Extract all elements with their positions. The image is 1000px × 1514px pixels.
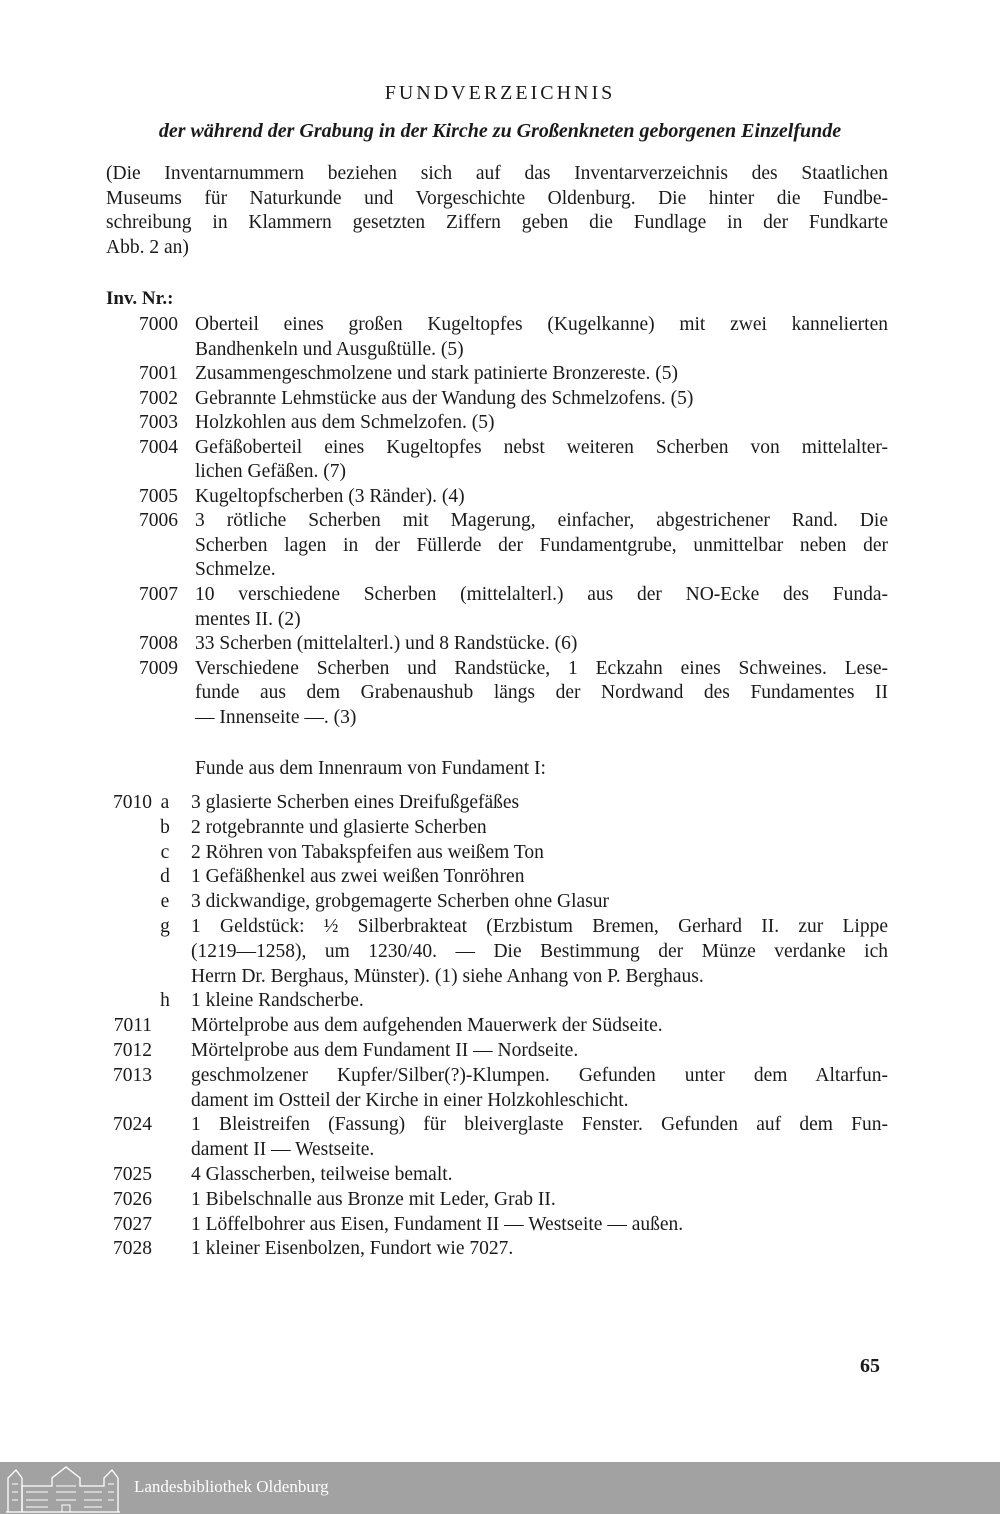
entry-row — [100, 1064, 888, 1089]
inventory-number — [100, 965, 152, 990]
inventory-number: 7000 — [139, 314, 178, 335]
sub-letter: a — [160, 792, 170, 813]
entry-row — [100, 657, 888, 682]
inventory-number — [100, 841, 152, 866]
page-subtitle: der während der Grabung in der Kirche zu Großenkneten geborgenen Einzelfunde — [158, 120, 842, 142]
entry-description: (1219—1258), um 1230/40. — Die Bestimmung der Münze verdanke ich — [191, 940, 888, 962]
sub-letter — [156, 1138, 174, 1163]
entry-row — [100, 841, 888, 866]
entry-row — [100, 436, 888, 461]
sub-letter — [156, 1188, 174, 1213]
entry-row — [100, 1213, 888, 1238]
entry-description: 33 Scherben (mittelalterl.) und 8 Randstücke. (6) — [195, 633, 578, 655]
finds-list-2 — [100, 791, 888, 1262]
intro-line: Abb. 2 an) — [106, 236, 189, 258]
inventory-number — [100, 816, 152, 841]
sub-letter — [156, 1163, 174, 1188]
entry-row — [100, 509, 888, 534]
entry-description: Gebrannte Lehmstücke aus der Wandung des Schmelzofens. (5) — [195, 387, 694, 409]
inventory-number: 7004 — [139, 436, 178, 458]
entry-row — [100, 411, 888, 436]
entry-row — [100, 338, 888, 363]
inventory-number — [100, 989, 152, 1014]
inventory-number: 7003 — [139, 412, 178, 434]
inventory-number: 7002 — [139, 387, 178, 409]
entry-description: Holzkohlen aus dem Schmelzofen. (5) — [195, 412, 495, 434]
entry-description: Kugeltopfscherben (3 Ränder). (4) — [195, 485, 465, 507]
inventory-number — [100, 1138, 152, 1163]
entry-description: mentes II. (2) — [195, 608, 301, 630]
entry-row — [100, 313, 888, 338]
entry-row — [100, 460, 888, 485]
entry-description: Oberteil eines großen Kugeltopfes (Kugelkanne) mit zwei kannelierten — [195, 314, 888, 335]
entry-description: Scherben lagen in der Füllerde der Fundamentgrube, unmittelbar neben der — [195, 534, 888, 556]
entry-description: lichen Gefäßen. (7) — [195, 461, 347, 483]
inventory-number — [100, 460, 178, 485]
footer-library-name: Landesbibliothek Oldenburg — [134, 1477, 329, 1496]
inventory-number: 7006 — [139, 510, 178, 532]
entry-description: Gefäßoberteil eines Kugeltopfes nebst weiteren Scherben von mittelalter- — [195, 436, 888, 458]
sub-letter — [156, 1213, 174, 1238]
entry-description: funde aus dem Grabenaushub längs der Nordwand des Fundamentes II — [195, 682, 888, 704]
inventory-number — [100, 940, 152, 965]
entry-row — [100, 1188, 888, 1213]
entry-row — [100, 681, 888, 706]
inventory-number: 7027 — [113, 1213, 152, 1235]
entry-row — [100, 706, 888, 731]
sub-letter — [156, 1014, 174, 1039]
entry-row — [100, 362, 888, 387]
inventory-number — [100, 706, 178, 731]
entry-row — [100, 1089, 888, 1114]
entry-row — [100, 890, 888, 915]
entry-row — [100, 989, 888, 1014]
sub-letter — [156, 1237, 174, 1262]
sub-letter: c — [160, 841, 170, 863]
entry-description: Herrn Dr. Berghaus, Münster). (1) siehe Anhang von P. Berghaus. — [191, 965, 704, 987]
sub-letter — [156, 1039, 174, 1064]
entry-description: 4 Glasscherben, teilweise bemalt. — [191, 1163, 453, 1185]
intro-line: schreibung in Klammern gesetzten Ziffern geben die Fundlage in der Fundkarte — [106, 212, 888, 233]
sub-letter: g — [160, 915, 170, 937]
intro-line: Museums für Naturkunde und Vorgeschichte Oldenburg. Die hinter die Fundbe- — [106, 187, 888, 209]
entry-row — [100, 608, 888, 633]
entry-description: dament im Ostteil der Kirche in einer Holzkohleschicht. — [191, 1089, 629, 1111]
entry-row — [100, 558, 888, 583]
inventory-number — [100, 1089, 152, 1114]
entry-row — [100, 816, 888, 841]
entry-description: 10 verschiedene Scherben (mittelalterl.) aus der NO-Ecke des Funda- — [195, 584, 888, 606]
inventory-number — [100, 558, 178, 583]
section-heading: Funde aus dem Innenraum von Fundament I: — [195, 758, 546, 779]
entry-row — [100, 583, 888, 608]
inventory-number: 7013 — [113, 1064, 152, 1086]
sub-letter: d — [160, 866, 170, 888]
entry-description: 2 Röhren von Tabakspfeifen aus weißem Ton — [191, 841, 544, 863]
entry-description: Bandhenkeln und Ausgußtülle. (5) — [195, 338, 464, 360]
entry-row — [100, 485, 888, 510]
entry-row — [100, 534, 888, 559]
sub-letter: b — [160, 816, 170, 838]
entry-description: 3 rötliche Scherben mit Magerung, einfacher, abgestrichener Rand. Die — [195, 510, 888, 532]
entry-description: 1 kleine Randscherbe. — [191, 990, 364, 1012]
entry-description: 3 glasierte Scherben eines Dreifußgefäßes — [191, 792, 520, 813]
inventory-number: 7026 — [113, 1188, 152, 1210]
inventory-number: 7005 — [139, 485, 178, 507]
finds-list-1 — [100, 313, 888, 730]
inventory-number — [100, 681, 178, 706]
inventory-number: 7008 — [139, 633, 178, 655]
entry-row — [100, 632, 888, 657]
entry-description: 1 Gefäßhenkel aus zwei weißen Tonröhren — [191, 866, 525, 888]
inventory-number: 7001 — [139, 363, 178, 385]
inventory-number — [100, 865, 152, 890]
entry-row — [100, 965, 888, 990]
inventory-number: 7028 — [113, 1238, 152, 1260]
inventory-number: 7009 — [139, 657, 178, 679]
inventory-number — [100, 534, 178, 559]
inventory-number: 7007 — [139, 584, 178, 606]
inventory-number — [100, 338, 178, 363]
entry-description: Mörtelprobe aus dem Fundament II — Nordseite. — [191, 1039, 579, 1061]
inventory-number: 7025 — [113, 1163, 152, 1185]
sub-letter — [156, 965, 174, 990]
entry-description: Schmelze. — [195, 559, 276, 581]
entry-row — [100, 1138, 888, 1163]
inventory-number: 7012 — [113, 1039, 152, 1061]
inventory-number — [100, 915, 152, 940]
inventory-number-label: Inv. Nr.: — [106, 288, 174, 309]
footer-bar — [0, 1462, 1000, 1514]
sub-letter: h — [160, 990, 170, 1012]
intro-line: (Die Inventarnummern beziehen sich auf das Inventarverzeichnis des Staatlichen — [106, 163, 888, 184]
entry-description: 2 rotgebrannte und glasierte Scherben — [191, 816, 487, 838]
inventory-number — [100, 890, 152, 915]
entry-row — [100, 1014, 888, 1039]
intro-paragraph — [106, 162, 888, 260]
entry-description: Zusammengeschmolzene und stark patinierte Bronzereste. (5) — [195, 363, 678, 385]
entry-description: 1 Löffelbohrer aus Eisen, Fundament II — Westseite — außen. — [191, 1213, 684, 1235]
sub-letter: e — [160, 891, 170, 913]
page-number: 65 — [860, 1355, 880, 1377]
page-title: FUNDVERZEICHNIS — [384, 82, 616, 104]
sub-letter — [156, 1113, 174, 1138]
entry-row — [100, 915, 888, 940]
entry-row — [100, 387, 888, 412]
entry-description: 1 Bibelschnalle aus Bronze mit Leder, Grab II. — [191, 1188, 556, 1210]
inventory-number — [100, 608, 178, 633]
library-building-icon — [4, 1464, 122, 1514]
entry-description: 1 Geldstück: ½ Silberbrakteat (Erzbistum Bremen, Gerhard II. zur Lippe — [191, 915, 888, 937]
inventory-number: 7010 — [113, 792, 152, 813]
entry-row — [100, 1163, 888, 1188]
entry-description: Verschiedene Scherben und Randstücke, 1 Eckzahn eines Schweines. Lese- — [195, 657, 888, 679]
entry-row — [100, 791, 888, 816]
entry-row — [100, 1039, 888, 1064]
sub-letter — [156, 1089, 174, 1114]
entry-description: geschmolzener Kupfer/Silber(?)-Klumpen. Gefunden unter dem Altarfun- — [191, 1064, 888, 1086]
entry-row — [100, 940, 888, 965]
entry-description: 3 dickwandige, grobgemagerte Scherben ohne Glasur — [191, 891, 610, 913]
inventory-number: 7024 — [113, 1114, 152, 1136]
entry-description: 1 kleiner Eisenbolzen, Fundort wie 7027. — [191, 1238, 514, 1260]
sub-letter — [156, 940, 174, 965]
entry-description: Mörtelprobe aus dem aufgehenden Mauerwerk der Südseite. — [191, 1015, 663, 1037]
entry-row — [100, 1237, 888, 1262]
entry-description: dament II — Westseite. — [191, 1139, 375, 1161]
sub-letter — [156, 1064, 174, 1089]
entry-description: 1 Bleistreifen (Fassung) für bleiverglaste Fenster. Gefunden auf dem Fun- — [191, 1114, 888, 1136]
entry-row — [100, 865, 888, 890]
inventory-number: 7011 — [113, 1015, 152, 1037]
entry-description: — Innenseite —. (3) — [195, 706, 357, 728]
entry-row — [100, 1113, 888, 1138]
